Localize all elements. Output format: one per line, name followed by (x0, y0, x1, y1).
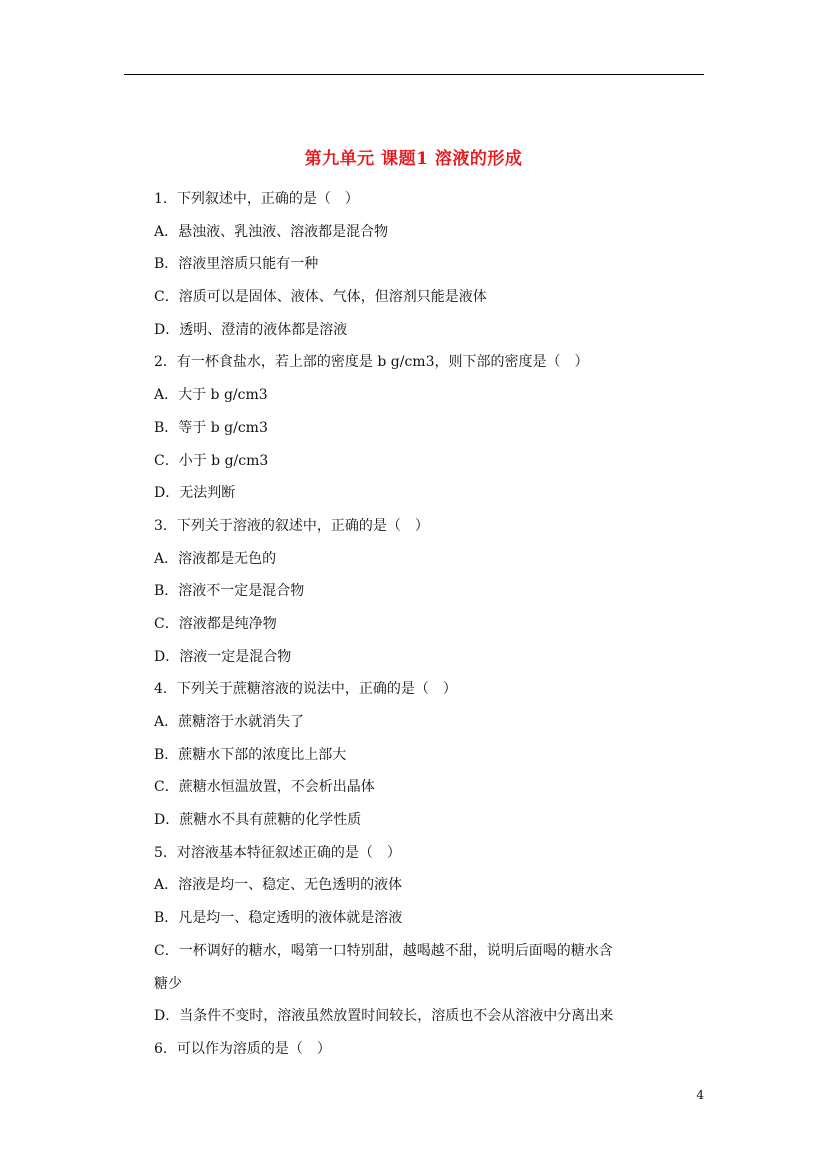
option-line: B．溶液里溶质只能有一种 (154, 256, 319, 273)
option-line: C．溶液都是纯净物 (154, 615, 277, 632)
option-line: B．凡是均一、稳定透明的液体就是溶液 (154, 910, 403, 927)
page-title: 第九单元 课题1 溶液的形成 (304, 149, 523, 169)
option-line: C．小于 b g/cm3 (154, 452, 269, 469)
question-list (154, 186, 644, 1069)
option-line: D．透明、澄清的液体都是溶液 (154, 321, 348, 338)
header-rule (124, 74, 704, 75)
page-number: 4 (696, 1088, 704, 1102)
option-line: A．大于 b g/cm3 (154, 387, 268, 404)
option-line: D．溶液一定是混合物 (154, 648, 292, 665)
option-line: C．溶质可以是固体、液体、气体，但溶剂只能是液体 (154, 289, 487, 306)
question-line: 6．可以作为溶质的是（ ） (154, 1040, 331, 1057)
option-line: A．溶液是均一、稳定、无色透明的液体 (154, 877, 403, 894)
question-line: 3．下列关于溶液的叙述中，正确的是（ ） (154, 517, 429, 534)
option-line: C．蔗糖水恒温放置，不会析出晶体 (154, 779, 375, 796)
option-line-continuation: 糖少 (154, 975, 182, 992)
option-line: C．一杯调好的糖水，喝第一口特别甜，越喝越不甜，说明后面喝的糖水含 (154, 942, 613, 959)
option-line: D．蔗糖水不具有蔗糖的化学性质 (154, 812, 362, 829)
option-line: A．溶液都是无色的 (154, 550, 277, 567)
question-line: 4．下列关于蔗糖溶液的说法中，正确的是（ ） (154, 681, 457, 698)
option-line: B．等于 b g/cm3 (154, 419, 268, 436)
option-line: B．溶液不一定是混合物 (154, 583, 305, 600)
option-line: D．无法判断 (154, 485, 236, 502)
option-line: D．当条件不变时，溶液虽然放置时间较长，溶质也不会从溶液中分离出来 (154, 1008, 614, 1025)
option-line: A．蔗糖溶于水就消失了 (154, 714, 305, 730)
option-line: B．蔗糖水下部的浓度比上部大 (154, 746, 347, 763)
question-line: 2．有一杯食盐水，若上部的密度是 b g/cm3，则下部的密度是（ ） (154, 354, 589, 371)
question-line: 1．下列叙述中，正确的是（ ） (154, 191, 359, 207)
question-line: 5．对溶液基本特征叙述正确的是（ ） (154, 844, 401, 861)
option-line: A．悬浊液、乳浊液、溶液都是混合物 (154, 223, 389, 240)
